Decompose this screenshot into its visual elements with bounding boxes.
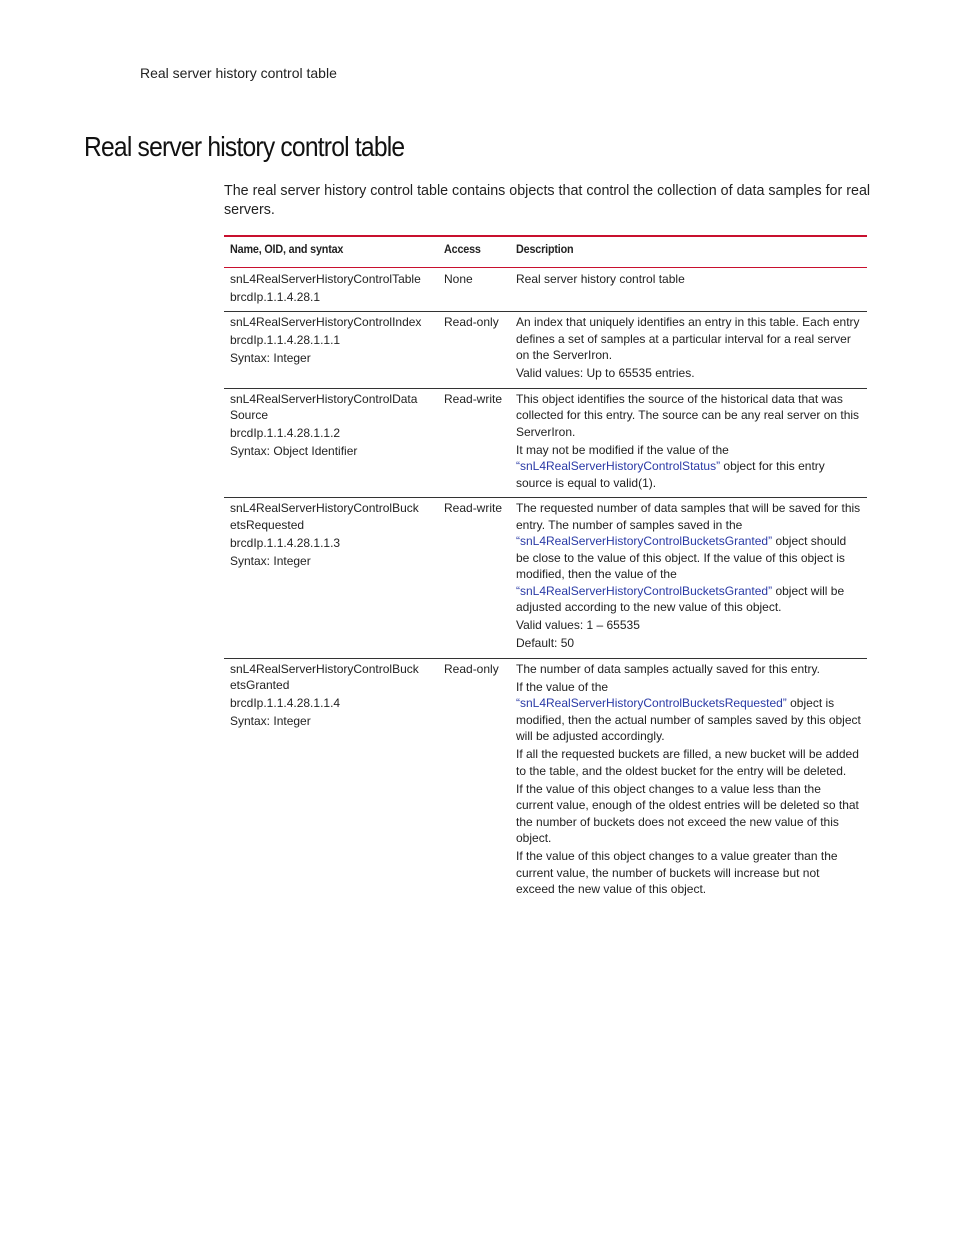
description-paragraph <box>516 500 861 616</box>
description-paragraph <box>516 314 861 364</box>
table-row <box>224 498 867 659</box>
object-oid: brcdIp.1.1.4.28.1.1.2 <box>230 426 341 440</box>
cell-access: Read-only <box>444 661 499 676</box>
cell-access: Read-write <box>438 498 510 659</box>
mib-objects-table <box>224 235 867 904</box>
object-name: snL4RealServerHistoryControlData Source <box>230 391 418 422</box>
object-name: snL4RealServerHistoryControlBuck etsGranted <box>230 661 419 692</box>
description-text: Valid values: Up to 65535 entries. <box>516 366 695 380</box>
description-text: object is modified, then the actual number of samples saved by this object will be adjusted accordingly. <box>516 696 861 743</box>
cell-name-oid-syntax <box>224 498 438 659</box>
cell-name-oid-syntax <box>224 388 438 498</box>
cell-description <box>510 267 867 312</box>
cell-description <box>510 388 867 498</box>
description-text: It may not be modified if the value of the <box>516 442 729 457</box>
object-oid: brcdIp.1.1.4.28.1.1.3 <box>230 535 341 550</box>
description-paragraph <box>516 442 861 492</box>
description-paragraph <box>516 781 861 847</box>
description-paragraph <box>516 661 861 678</box>
header-name-oid-syntax: Name, OID, and syntax <box>224 236 438 267</box>
object-syntax: Syntax: Object Identifier <box>230 444 358 458</box>
description-paragraph <box>516 679 861 745</box>
description-text: If the value of this object changes to a value greater than the current value, the number of buckets will increase but not exceed the new value of this object. <box>516 849 838 896</box>
object-reference-link[interactable]: “snL4RealServerHistoryControlBucketsGranted” <box>516 534 773 548</box>
description-paragraph <box>516 617 861 634</box>
description-text: An index that uniquely identifies an entry in this table. Each entry defines a set of samples at a particular interval for a real server on the ServerIron. <box>516 315 860 362</box>
object-name: snL4RealServerHistoryControlBuck etsRequested <box>230 501 419 532</box>
object-reference-link[interactable]: “snL4RealServerHistoryControlStatus” <box>516 459 721 473</box>
cell-description <box>510 312 867 389</box>
object-syntax: Syntax: Integer <box>230 351 311 365</box>
object-syntax: Syntax: Integer <box>230 553 311 568</box>
header-access: Access <box>438 236 510 267</box>
cell-description <box>510 498 867 659</box>
table-row <box>224 267 867 312</box>
description-text: If the value of this object changes to a value less than the current value, enough of the oldest entries will be deleted so that the number of buckets does not exceed the new value of this object. <box>516 781 859 845</box>
object-syntax: Syntax: Integer <box>230 714 311 728</box>
object-oid: brcdIp.1.1.4.28.1.1.1 <box>230 333 341 347</box>
description-text: The number of data samples actually saved for this entry. <box>516 661 820 676</box>
cell-access: Read-write <box>438 388 510 498</box>
description-text: If all the requested buckets are filled, a new bucket will be added to the table, and the oldest bucket for the entry will be deleted. <box>516 747 859 778</box>
description-text: Valid values: 1 – 65535 <box>516 618 640 632</box>
description-paragraph <box>516 391 861 441</box>
table-row <box>224 658 867 904</box>
cell-name-oid-syntax <box>224 658 438 904</box>
object-name: snL4RealServerHistoryControlTable <box>230 271 421 286</box>
description-text: If the value of the <box>516 679 609 694</box>
table-body <box>224 267 867 904</box>
page-title: Real server history control table <box>84 131 405 162</box>
description-paragraph <box>516 746 861 779</box>
cell-name-oid-syntax <box>224 267 438 312</box>
description-paragraph <box>516 271 861 288</box>
description-paragraph <box>516 848 861 898</box>
description-text: Real server history control table <box>516 271 685 286</box>
running-header: Real server history control table <box>140 65 337 81</box>
object-reference-link[interactable]: “snL4RealServerHistoryControlBucketsRequested” <box>516 696 787 710</box>
object-reference-link[interactable]: “snL4RealServerHistoryControlBucketsGranted” <box>516 583 773 598</box>
cell-access: Read-only <box>438 312 510 389</box>
object-oid: brcdIp.1.1.4.28.1 <box>230 289 321 304</box>
table-row <box>224 312 867 389</box>
description-text: object should be close to the value of this object. If the value of this object is modified, then the value of the <box>516 534 847 581</box>
description-text: object for this entry source is equal to valid(1). <box>516 459 825 490</box>
object-oid: brcdIp.1.1.4.28.1.1.4 <box>230 696 341 710</box>
description-paragraph <box>516 635 861 652</box>
cell-description <box>510 658 867 904</box>
description-text: object will be adjusted according to the new value of this object. <box>516 583 845 614</box>
intro-paragraph: The real server history control table contains objects that control the collection of data samples for real servers. <box>224 183 871 218</box>
table-row <box>224 388 867 498</box>
header-description: Description <box>510 236 867 267</box>
description-text: Default: 50 <box>516 636 575 650</box>
cell-name-oid-syntax <box>224 312 438 389</box>
cell-access: None <box>438 267 510 312</box>
object-name: snL4RealServerHistoryControlIndex <box>230 315 422 329</box>
description-text: The requested number of data samples that will be saved for this entry. The number of samples saved in the <box>516 501 861 532</box>
description-paragraph <box>516 365 861 382</box>
table-header-row <box>224 236 867 267</box>
description-text: This object identifies the source of the historical data that was collected for this entry. The source can be any real server on this ServerIron. <box>516 391 860 439</box>
